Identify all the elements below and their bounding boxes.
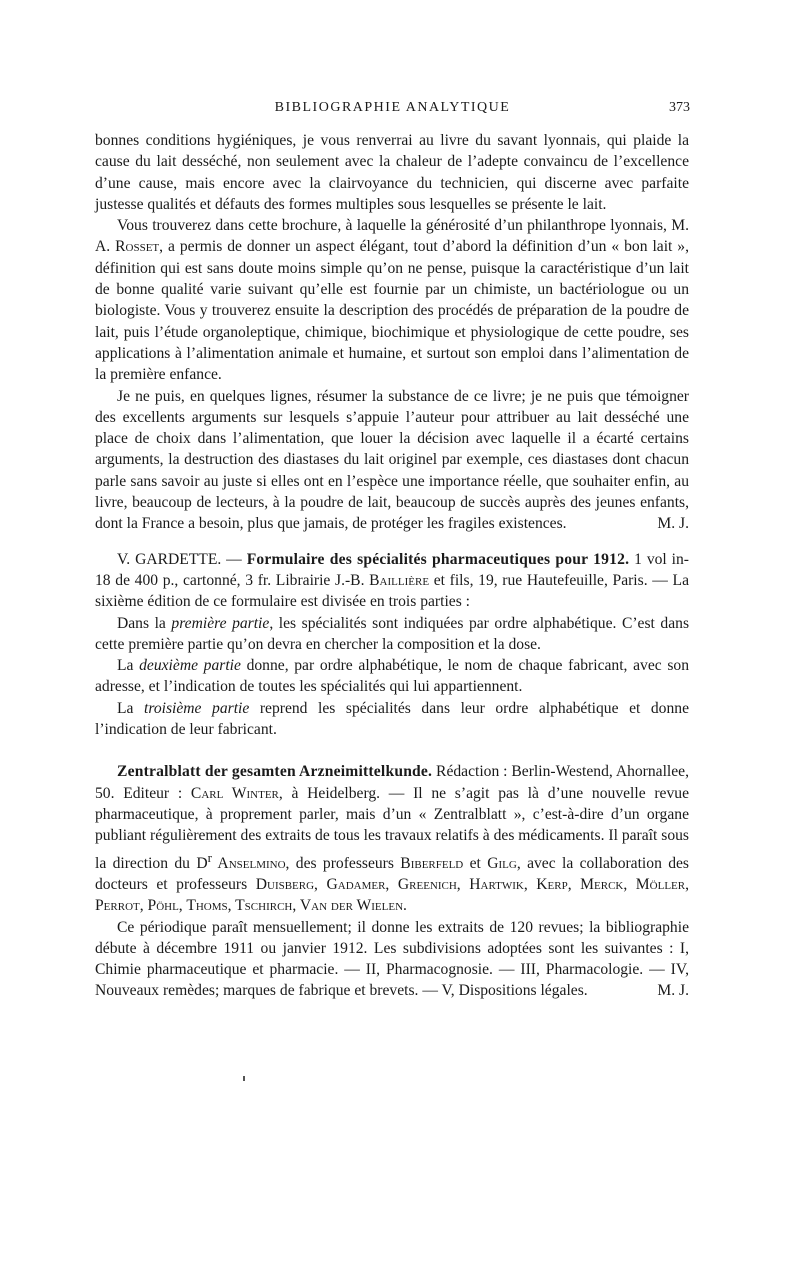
review3-paragraph-1 [95,761,689,916]
review3-paragraph-2 [95,917,689,1002]
print-mark [243,1076,245,1081]
review1-paragraph-1: bonnes conditions hygiéniques, je vous renverrai au livre du savant lyonnais, qui plaide la cause du lait desséché, non seulement avec la chaleur de l’adepte convaincu de l’excellence d’une cause, mais encore avec la clairvoyance du technicien, qui discerne avec parfaite justesse qualités et défauts des formes multiples sous lesquelles se présente le lait. [95,132,689,213]
review1-p2-text-a: Vous trouverez dans cette brochure, à laquelle la générosité d’un philanthrope lyonnais, M. A. [95,217,689,256]
review2-publisher-name: Baillière [369,571,430,589]
review3-text-2: , à Heidelberg. — Il ne s’agit pas là d’une nouvelle revue pharmaceutique, à proprement parler, mais d’un « Zentralblatt », c’est-à-dire d’un organe publiant régulièrement des extraits de tous les travaux relatifs à des médicaments. Il paraît sous la direction du D [95,784,689,872]
running-head-title: BIBLIOGRAPHIE ANALYTIQUE [274,100,511,115]
review2-author: V. GARDETTE. — [117,550,247,568]
review2-title: Formulaire des spécialités pharmaceutiques pour 1912. [246,550,630,568]
review2-part1-label: première partie [171,614,270,632]
review1-person-name: Rosset [115,238,160,256]
review2-part2-label: deuxième partie [139,657,241,675]
review2-part-3 [95,698,689,741]
review2-citation-b: et fils, 19, rue Hautefeuille, Paris. — La sixième édition de ce formulaire est divisée en trois parties : [95,571,689,611]
review3-text-3: , des professeurs [285,854,401,872]
review3-p2-text: Ce périodique paraît mensuellement; il donne les extraits de 120 revues; la bibliographie débute à décembre 1911 ou janvier 1912. Les subdivisions adoptées sont les suivantes : I, Chimie pharmaceutique et pharmacie. — II, Pharmacognosie. — III, Pharmacologie. — IV, Nouveaux remèdes; marques de fabrique et brevets. — V, Dispositions légales. [95,918,689,1000]
review2-part2-text-b: donne, par ordre alphabétique, le nom de chaque fabricant, avec son adresse, et l’indication de toutes les spécialités qui lui appartiennent. [95,657,689,696]
review1-paragraph-3 [95,386,689,535]
review1-paragraph-2 [95,215,689,385]
review3-professor-1: Biberfeld [400,854,464,872]
review2-paragraph-1 [95,549,689,613]
review3-title: Zentralblatt der gesamten Arzneimittelkunde. [117,763,433,781]
review2-part-2 [95,655,689,698]
review3-editor-name: Carl Winter [190,784,279,802]
review3-contributors: Duisberg, Gadamer, Greenich, Hartwik, Kerp, Merck, Möller, Perrot, Pöhl, Thoms, Tschirch, Van der Wielen [95,875,689,915]
review3-text-5: . [403,897,407,915]
article-body [95,130,689,1002]
review2-part1-text-a: Dans la [117,614,172,632]
running-head [95,100,690,122]
review2-part3-text-a: La [117,699,145,717]
review1-p2-text-b: , a permis de donner un aspect élégant, tout d’abord la définition d’un « bon lait », définition qui est sans doute moins simple qu’on ne pense, puisque la caractéristique d’un lait de bonne qualité varie suivant qu’elle est fournie par un chimiste, un bactériologue ou un biologiste. Vous y trouverez ensuite la description des procédés de préparation de la poudre de lait, puis l’étude organoleptique, chimique, biochimique et physiologique de cette poudre, ses applications à l’alimentation animale et humaine, et surtout son emploi dans l’alimentation de la première enfance. [95,238,690,384]
review3-professor-2: Gilg [487,854,517,872]
review3-and: et [463,854,488,872]
review3-dr-superscript: r [207,849,212,865]
review1-signature: M. J. [657,515,689,533]
review2-part1-text-b: , les spécialités sont indiquées par ordre alphabétique. C’est dans cette première partie qu’on devra en chercher la composition et la dose. [95,614,690,653]
review2-part3-text-b: reprend les spécialités dans leur ordre alphabétique et donne l’indication de leur fabricant. [95,699,689,739]
review3-director-name: Anselmino [211,854,286,872]
review3-signature: M. J. [657,982,689,1000]
review3-text-1: Rédaction : Berlin-Westend, Ahornallee, 50. Editeur : [95,763,689,802]
review2-part3-label: troisième partie [144,699,250,717]
review2-part-1 [95,613,689,656]
review1-p3-text: Je ne puis, en quelques lignes, résumer la substance de ce livre; je ne puis que témoigner des excellents arguments sur lesquels s’appuie l’auteur pour attribuer au lait desséché une place de choix dans l’alimentation, que louer la décision avec laquelle il a écarté certains arguments, la destruction des diastases du lait originel par exemple, ces diastases dont chacun parle sans savoir au juste si elles ont en l’espèce une importance réelle, que souhaiter enfin, au livre, beaucoup de lecteurs, à la poudre de lait, beaucoup de succès auprès des jeunes enfants, dont la France a besoin, plus que jamais, de protéger les fragiles existences. [95,387,689,533]
review2-citation-a: 1 vol in-18 de 400 p., cartonné, 3 fr. Librairie J.-B. [95,550,689,589]
page-number: 373 [669,100,690,115]
review2-part2-text-a: La [117,657,140,675]
review3-text-4: , avec la collaboration des docteurs et professeurs [95,854,689,893]
